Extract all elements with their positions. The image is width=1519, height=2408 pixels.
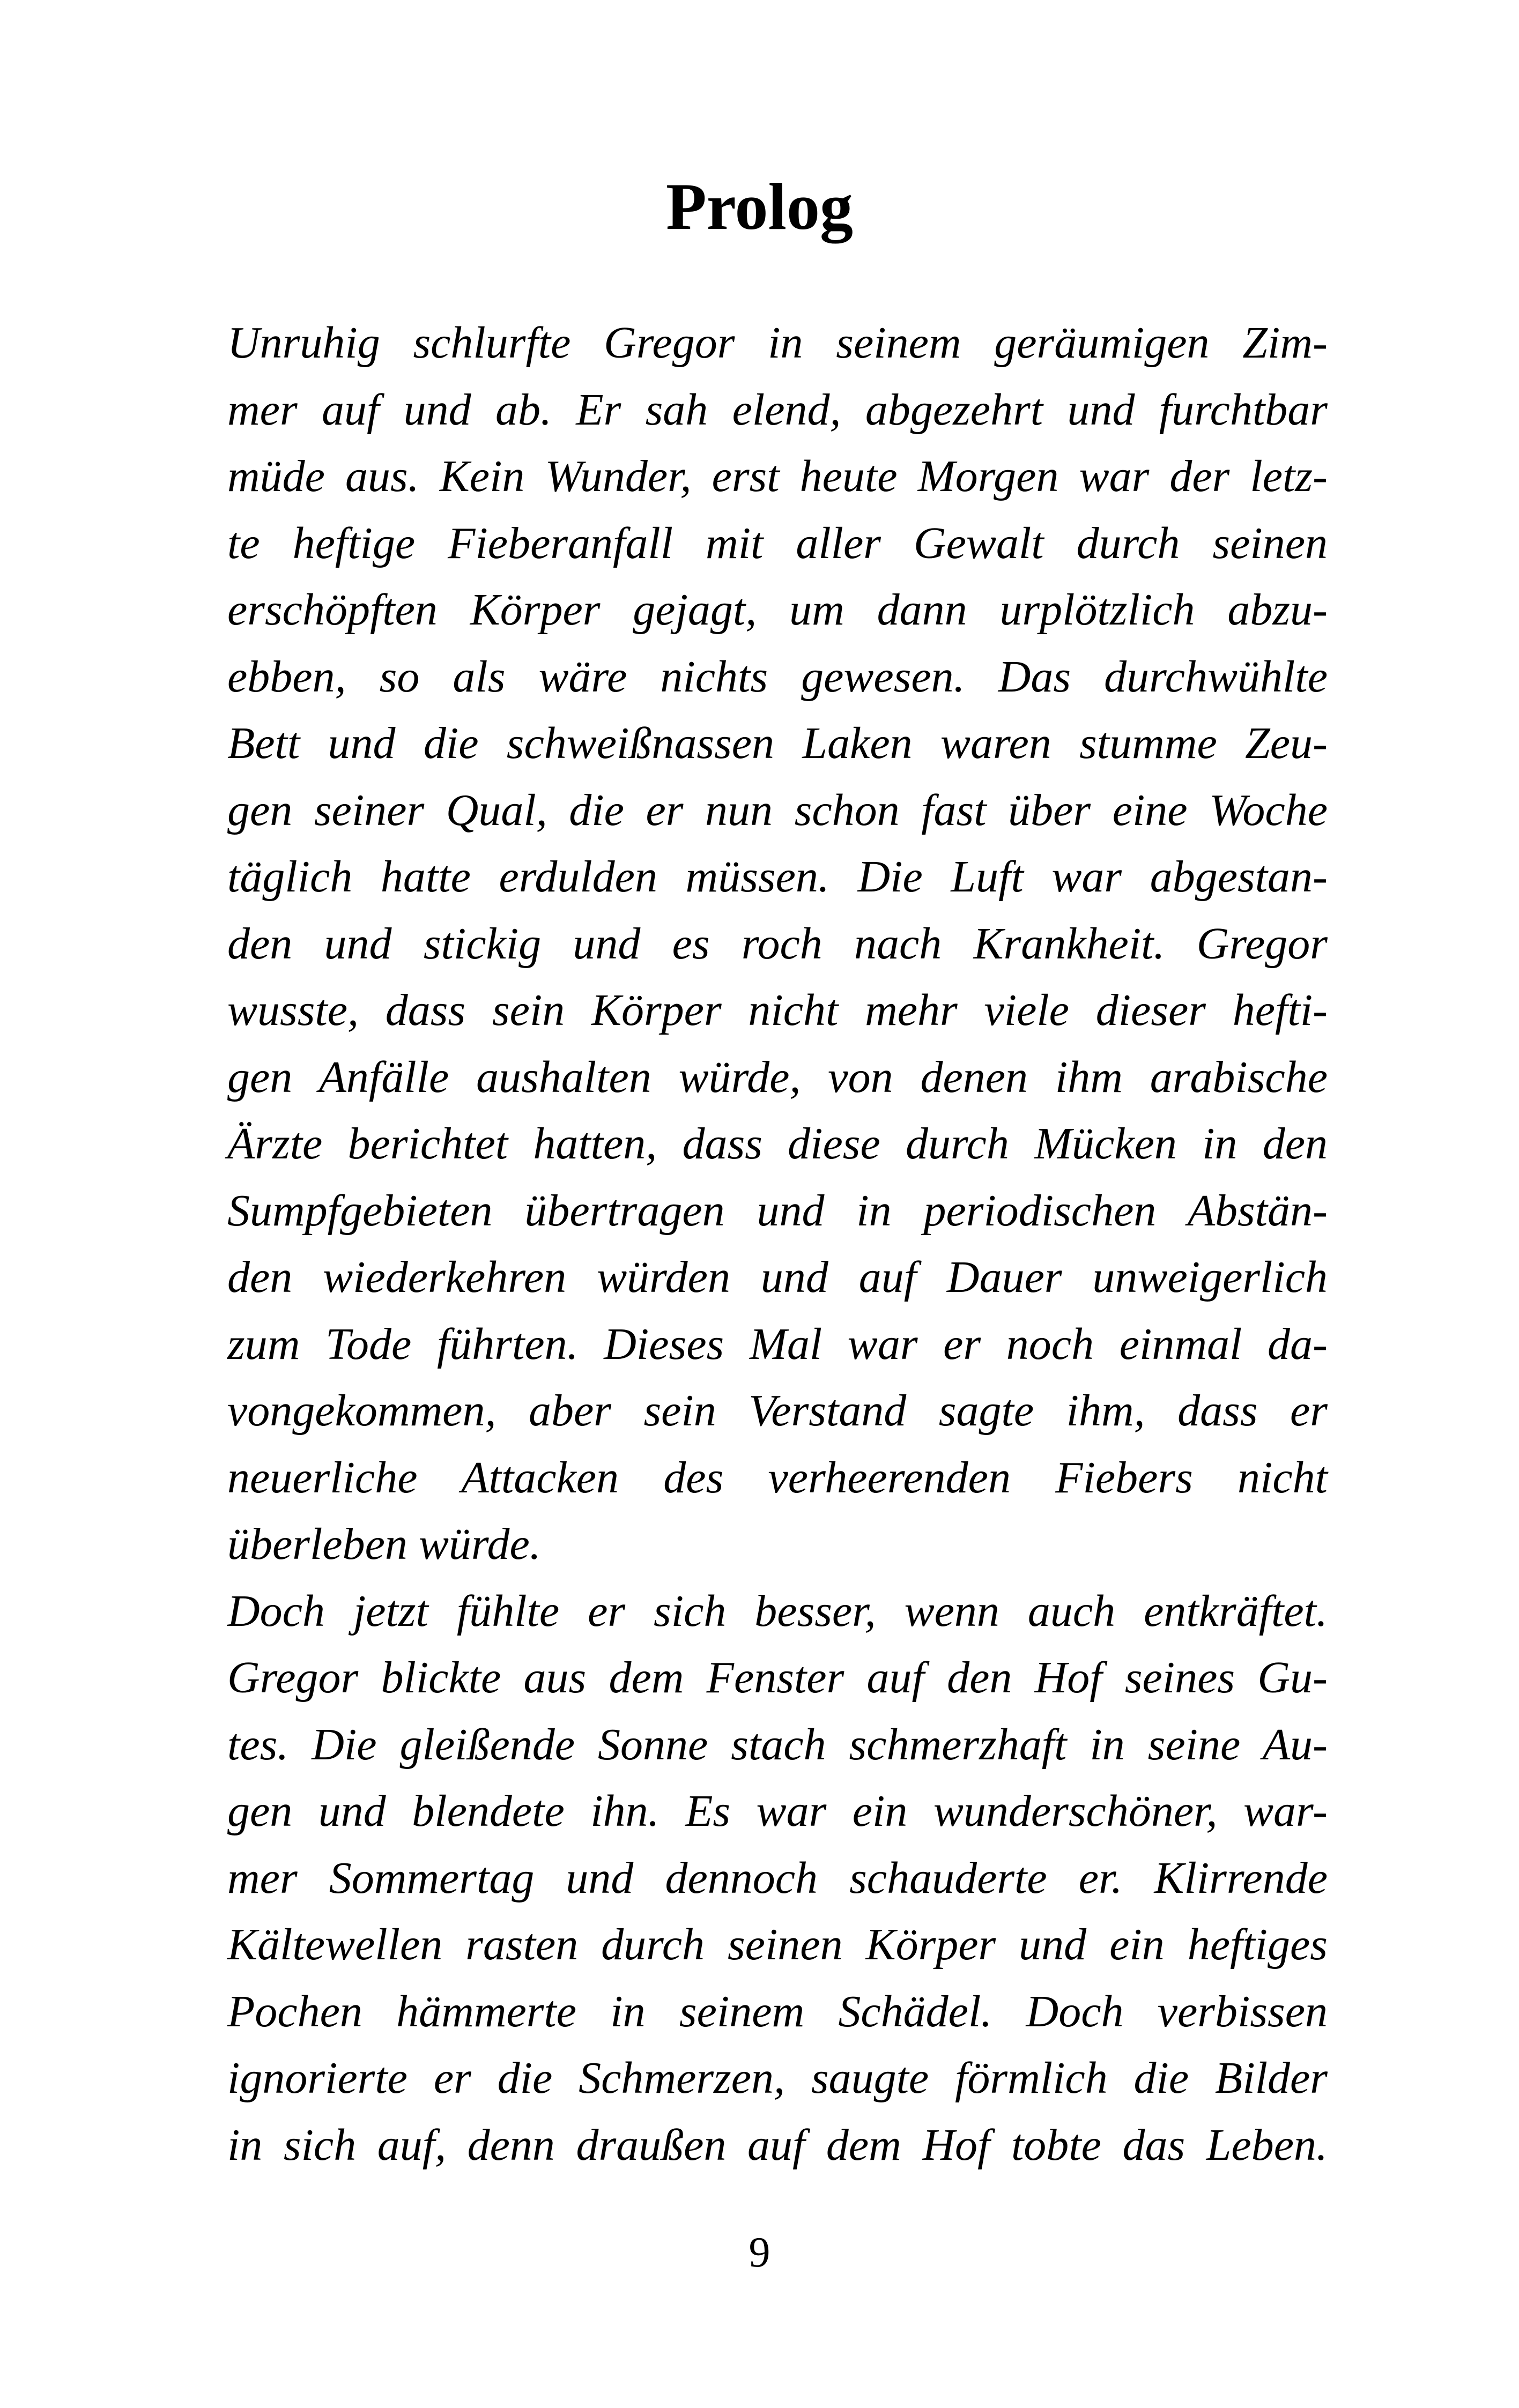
text-line: ignorierte er die Schmerzen, saugte förmlich die Bilder <box>227 2053 1328 2103</box>
text-line: Bett und die schweißnassen Laken waren stumme Zeu- <box>227 718 1328 768</box>
text-line: zum Tode führten. Dieses Mal war er noch einmal da- <box>227 1319 1328 1369</box>
body-text <box>227 310 1328 2179</box>
text-line: neuerliche Attacken des verheerenden Fiebers nicht <box>227 1452 1328 1503</box>
text-line: gen und blendete ihn. Es war ein wunderschöner, war- <box>227 1786 1328 1836</box>
text-line: tes. Die gleißende Sonne stach schmerzhaft in seine Au- <box>227 1719 1328 1770</box>
text-line: Doch jetzt fühlte er sich besser, wenn auch entkräftet. <box>227 1586 1328 1636</box>
page-number: 9 <box>749 2229 770 2276</box>
text-line: Ärzte berichtet hatten, dass diese durch Mücken in den <box>227 1119 1328 1169</box>
text-line: Gregor blickte aus dem Fenster auf den Hof seines Gu- <box>227 1653 1328 1703</box>
text-line: täglich hatte erdulden müssen. Die Luft war abgestan- <box>227 852 1328 902</box>
text-line: Unruhig schlurfte Gregor in seinem geräumigen Zim- <box>227 318 1328 368</box>
text-line: te heftige Fieberanfall mit aller Gewalt durch seinen <box>227 518 1328 568</box>
text-line: müde aus. Kein Wunder, erst heute Morgen war der letz- <box>227 451 1328 501</box>
text-line: Pochen hämmerte in seinem Schädel. Doch verbissen <box>227 1986 1328 2037</box>
text-line: gen Anfälle aushalten würde, von denen ihm arabische <box>227 1052 1328 1102</box>
text-line: vongekommen, aber sein Verstand sagte ihm, dass er <box>227 1386 1328 1436</box>
text-line: Kältewellen rasten durch seinen Körper und ein heftiges <box>227 1920 1328 1969</box>
text-line: erschöpften Körper gejagt, um dann urplötzlich abzu- <box>227 585 1328 635</box>
text-line: Sumpfgebieten übertragen und in periodischen Abstän- <box>227 1185 1328 1236</box>
text-line: den wiederkehren würden und auf Dauer unweigerlich <box>227 1252 1328 1302</box>
text-line: mer auf und ab. Er sah elend, abgezehrt und furchtbar <box>227 384 1328 435</box>
text-line: den und stickig und es roch nach Krankheit. Gregor <box>227 918 1328 969</box>
text-line: überleben würde. <box>227 1519 541 1569</box>
text-line: wusste, dass sein Körper nicht mehr viele dieser hefti- <box>227 985 1328 1035</box>
text-line: gen seiner Qual, die er nun schon fast über eine Woche <box>227 785 1328 835</box>
page-title: Prolog <box>666 170 853 243</box>
text-line: in sich auf, denn draußen auf dem Hof tobte das Leben. <box>227 2120 1328 2170</box>
text-line: ebben, so als wäre nichts gewesen. Das durchwühlte <box>227 651 1328 702</box>
text-line: mer Sommertag und dennoch schauderte er. Klirrende <box>227 1853 1328 1903</box>
